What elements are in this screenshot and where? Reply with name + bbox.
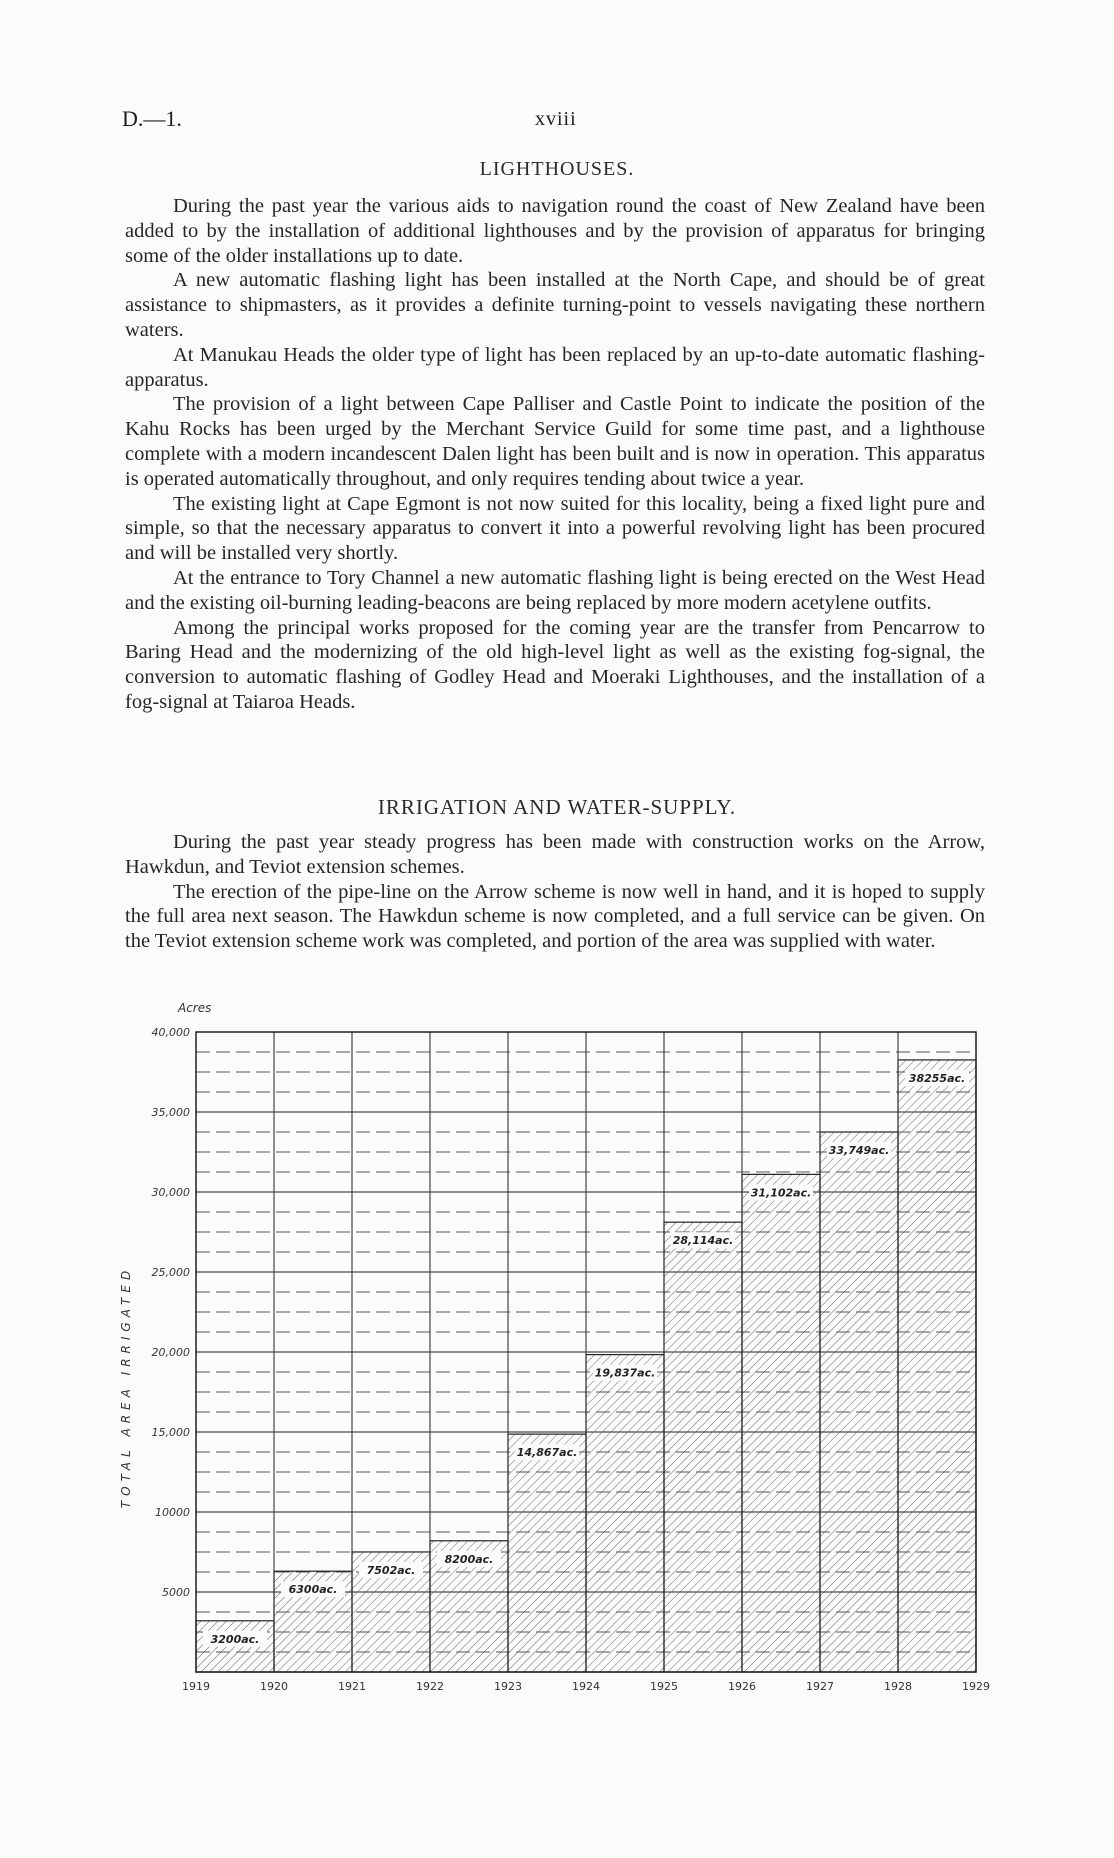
data-label: 14,867ac. <box>516 1446 578 1460</box>
x-tick-label: 1922 <box>416 1680 444 1692</box>
lighthouses-section <box>125 194 985 715</box>
lighthouses-paragraph: At Manukau Heads the older type of light has been replaced by an up-to-date automatic flashing-apparatus. <box>125 343 985 391</box>
y-tick-label: 25,000 <box>151 1266 190 1279</box>
bar-1924-25 <box>586 1355 664 1672</box>
irrigation-paragraph: During the past year steady progress has been made with construction works on the Arrow, Hawkdun, and Teviot extension schemes. <box>125 831 985 878</box>
y-tick-label: 15,000 <box>151 1426 190 1439</box>
data-label: 3200ac. <box>210 1632 260 1646</box>
bar-1927-28 <box>820 1132 898 1672</box>
y-tick-label: 35,000 <box>151 1106 190 1119</box>
lighthouses-paragraph: The provision of a light between Cape Palliser and Castle Point to indicate the position of the Kahu Rocks has been urged by the Merchant Service Guild for some time past, and a lighthouse complete with a modern incandescent Dalen light has been built and is now in operation. This apparatus is operated automatically throughout, and only requires tending about twice a year. <box>125 393 985 490</box>
y-tick-label: 20,000 <box>151 1346 190 1359</box>
y-unit-label: Acres <box>178 1001 212 1015</box>
x-tick-label: 1928 <box>884 1680 912 1692</box>
data-label: 6300ac. <box>288 1583 338 1597</box>
data-label: 38255ac. <box>908 1071 966 1085</box>
lighthouses-paragraph: The existing light at Cape Egmont is not now suited for this locality, being a fixed light pure and simple, so that the necessary apparatus to convert it into a powerful revolving light has been procured and will be installed very shortly. <box>125 492 985 565</box>
lighthouses-paragraph: A new automatic flashing light has been installed at the North Cape, and should be of great assistance to shipmasters, as it provides a definite turning-point to vessels navigating these northern waters. <box>125 269 985 341</box>
lighthouses-paragraph: During the past year the various aids to navigation round the coast of New Zealand have been added to by the installation of additional lighthouses and by the provision of apparatus for bringing some of the older installations up to date. <box>125 195 985 267</box>
data-label: 8200ac. <box>444 1552 494 1566</box>
x-tick-label: 1924 <box>572 1680 600 1692</box>
data-label: 28,114ac. <box>672 1234 734 1248</box>
x-tick-label: 1923 <box>494 1680 522 1692</box>
y-tick-label: 40,000 <box>151 1026 190 1039</box>
data-label: 31,102ac. <box>750 1186 812 1200</box>
x-tick-label: 1920 <box>260 1680 288 1692</box>
irrigation-title: IRRIGATION AND WATER-SUPPLY. <box>377 795 737 819</box>
irrigation-area-chart <box>100 992 1000 1692</box>
bar-1926-27 <box>742 1174 820 1672</box>
irrigation-paragraph: The erection of the pipe-line on the Arrow scheme is now well in hand, and it is hoped to supply the full area next season. The Hawkdun scheme is now completed, and a full service can be given. On the Teviot extension scheme work was completed, and portion of the area was supplied with water. <box>125 880 985 953</box>
document-reference: D.—1. <box>122 106 182 131</box>
bar-1923-24 <box>508 1434 586 1672</box>
data-label: 19,837ac. <box>594 1366 656 1380</box>
data-label: 7502ac. <box>366 1563 416 1577</box>
x-tick-label: 1929 <box>962 1680 990 1692</box>
bar-1928-29 <box>898 1060 976 1672</box>
irrigation-section <box>125 830 985 954</box>
lighthouses-paragraph: At the entrance to Tory Channel a new automatic flashing light is being erected on the West Head and the existing oil-burning leading-beacons are being replaced by more modern acetylene outfits. <box>125 566 985 614</box>
y-tick-label: 10000 <box>155 1506 190 1519</box>
page-number: xviii <box>535 108 577 130</box>
x-tick-label: 1927 <box>806 1680 834 1692</box>
lighthouses-title: LIGHTHOUSES. <box>479 158 635 180</box>
x-tick-label: 1919 <box>182 1680 210 1692</box>
y-tick-label: 5000 <box>162 1586 190 1599</box>
x-tick-label: 1921 <box>338 1680 366 1692</box>
data-label: 33,749ac. <box>828 1144 890 1158</box>
y-tick-label: 30,000 <box>151 1186 190 1199</box>
y-axis-title: TOTAL AREA IRRIGATED <box>119 1265 133 1509</box>
x-tick-label: 1925 <box>650 1680 678 1692</box>
lighthouses-paragraph: Among the principal works proposed for the coming year are the transfer from Pencarrow to Baring Head and the modernizing of the old high-level light as well as the existing fog-signal, the conversion to automatic flashing of Godley Head and Moeraki Lighthouses, and the installation of a fog-signal at Taiaroa Heads. <box>125 616 985 713</box>
x-tick-label: 1926 <box>728 1680 756 1692</box>
bar-1925-26 <box>664 1222 742 1672</box>
